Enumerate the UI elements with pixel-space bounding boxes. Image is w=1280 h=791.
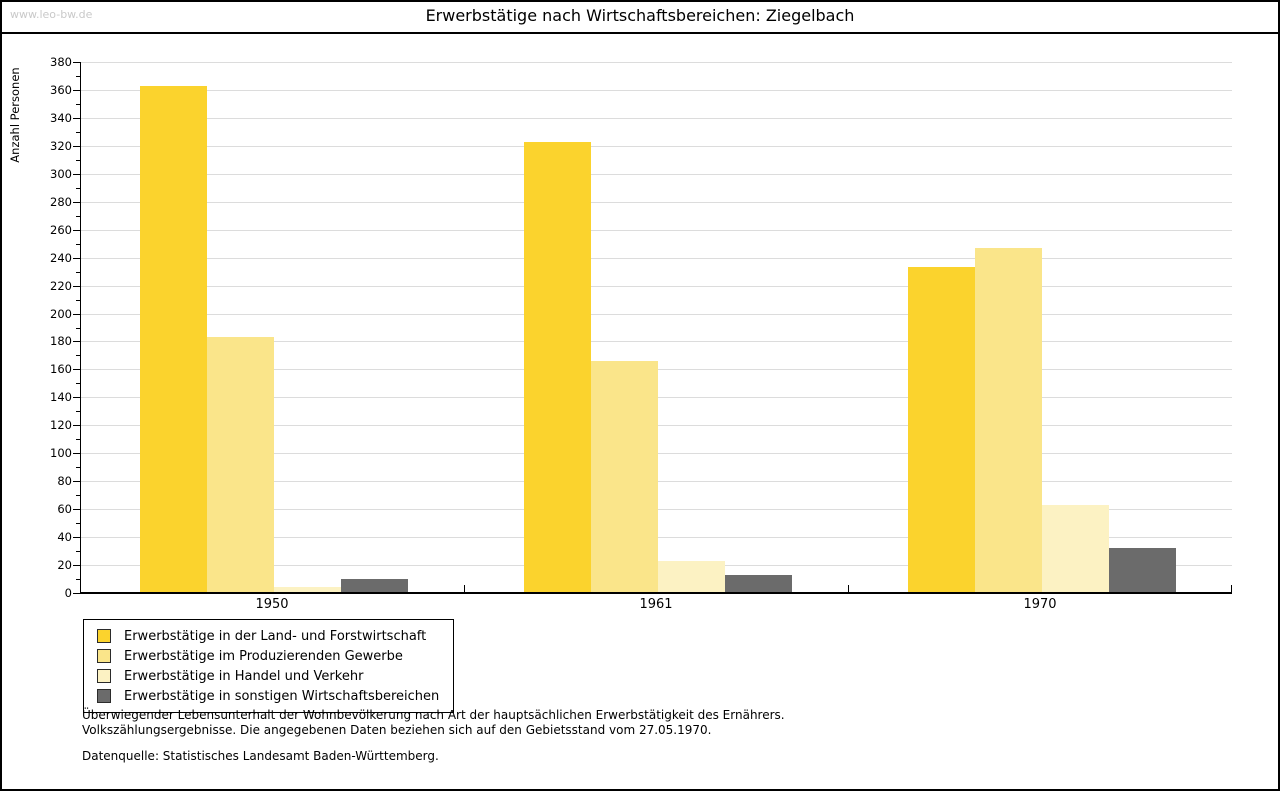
y-minor-tick [76,467,80,468]
y-minor-tick [76,132,80,133]
gridline [80,230,1232,231]
y-tick-label: 80 [57,474,72,489]
y-major-tick [73,258,80,259]
legend-item [97,666,439,686]
y-major-tick [73,62,80,63]
x-tick-label: 1970 [1023,597,1057,612]
x-boundary-tick [464,585,465,593]
bar-1970-s4 [1109,548,1176,593]
legend-swatch-icon [97,649,111,663]
y-major-tick [73,314,80,315]
y-tick-label: 220 [50,278,72,293]
legend-item [97,686,439,706]
y-minor-tick [76,383,80,384]
y-major-tick [73,397,80,398]
gridline [80,258,1232,259]
y-minor-tick [76,188,80,189]
y-minor-tick [76,551,80,552]
legend-swatch-icon [97,629,111,643]
gridline [80,118,1232,119]
gridline [80,62,1232,63]
bar-1961-s3 [658,561,725,593]
footnotes [82,708,785,764]
page-title: Erwerbstätige nach Wirtschaftsbereichen: Ziegelbach [425,6,855,25]
y-tick-label: 380 [50,55,72,69]
y-minor-tick [76,160,80,161]
x-boundary-tick [80,585,81,593]
y-major-tick [73,593,80,594]
bar-1950-s4 [341,579,408,593]
legend-item [97,646,439,666]
y-major-tick [73,230,80,231]
y-tick-label: 360 [50,82,72,97]
gridline [80,90,1232,91]
x-boundary-tick [848,585,849,593]
y-axis-line [80,62,81,593]
legend-label: Erwerbstätige im Produzierenden Gewerbe [124,648,403,664]
x-axis-line [80,592,1232,594]
legend-swatch-icon [97,689,111,703]
footnote-line-1: Überwiegender Lebensunterhalt der Wohnbevölkerung nach Art der hauptsächlichen Erwerbstätigkeit des Ernährers. [82,708,785,722]
y-minor-tick [76,523,80,524]
bar-1970-s3 [1042,505,1109,593]
legend-label: Erwerbstätige in Handel und Verkehr [124,668,364,684]
y-minor-tick [76,355,80,356]
y-tick-label: 200 [50,306,72,321]
y-tick-label: 60 [57,502,72,517]
gridline [80,202,1232,203]
legend [83,619,454,713]
y-minor-tick [76,216,80,217]
y-tick-label: 140 [50,390,72,405]
y-major-tick [73,481,80,482]
y-tick-label: 340 [50,110,72,125]
bar-1970-s2 [975,248,1042,593]
y-major-tick [73,453,80,454]
y-axis-title: Anzahl Personen [8,67,22,163]
y-tick-label: 120 [50,418,72,433]
gridline [80,174,1232,175]
y-major-tick [73,202,80,203]
y-tick-label: 20 [57,558,72,573]
gridline [80,286,1232,287]
bar-1961-s4 [725,575,792,593]
y-minor-tick [76,495,80,496]
y-minor-tick [76,104,80,105]
gridline [80,314,1232,315]
y-major-tick [73,90,80,91]
legend-item [97,626,439,646]
y-major-tick [73,146,80,147]
bar-1961-s1 [524,142,591,593]
y-minor-tick [76,411,80,412]
gridline [80,146,1232,147]
x-boundary-tick [1231,585,1232,593]
y-minor-tick [76,300,80,301]
y-minor-tick [76,328,80,329]
y-minor-tick [76,244,80,245]
y-tick-label: 180 [50,334,72,349]
y-minor-tick [76,76,80,77]
legend-label: Erwerbstätige in sonstigen Wirtschaftsbereichen [124,688,440,704]
y-major-tick [73,174,80,175]
y-tick-label: 160 [50,362,72,377]
data-source: Datenquelle: Statistisches Landesamt Baden-Württemberg. [82,749,439,763]
y-major-tick [73,341,80,342]
y-major-tick [73,286,80,287]
y-minor-tick [76,579,80,580]
x-tick-label: 1961 [639,597,673,612]
y-major-tick [73,118,80,119]
watermark: www.leo-bw.de [10,8,93,21]
y-major-tick [73,537,80,538]
y-tick-label: 300 [50,166,72,181]
y-major-tick [73,425,80,426]
y-major-tick [73,565,80,566]
y-tick-label: 260 [50,222,72,237]
x-tick-label: 1950 [255,597,289,612]
legend-swatch-icon [97,669,111,683]
y-minor-tick [76,439,80,440]
bar-1970-s1 [908,267,975,593]
y-tick-label: 320 [50,138,72,153]
y-tick-label: 280 [50,194,72,209]
footnote-line-2: Volkszählungsergebnisse. Die angegebenen Daten beziehen sich auf den Gebietsstand vom 27.05.1970. [82,722,712,737]
y-tick-label: 240 [50,250,72,265]
bar-1950-s1 [140,86,207,593]
y-tick-label: 40 [57,530,72,545]
y-major-tick [73,369,80,370]
y-tick-label: 100 [50,446,72,461]
bar-1950-s2 [207,337,274,593]
y-tick-label: 0 [64,586,72,600]
bar-1961-s2 [591,361,658,593]
y-major-tick [73,509,80,510]
y-minor-tick [76,272,80,273]
legend-label: Erwerbstätige in der Land- und Forstwirtschaft [124,628,427,644]
